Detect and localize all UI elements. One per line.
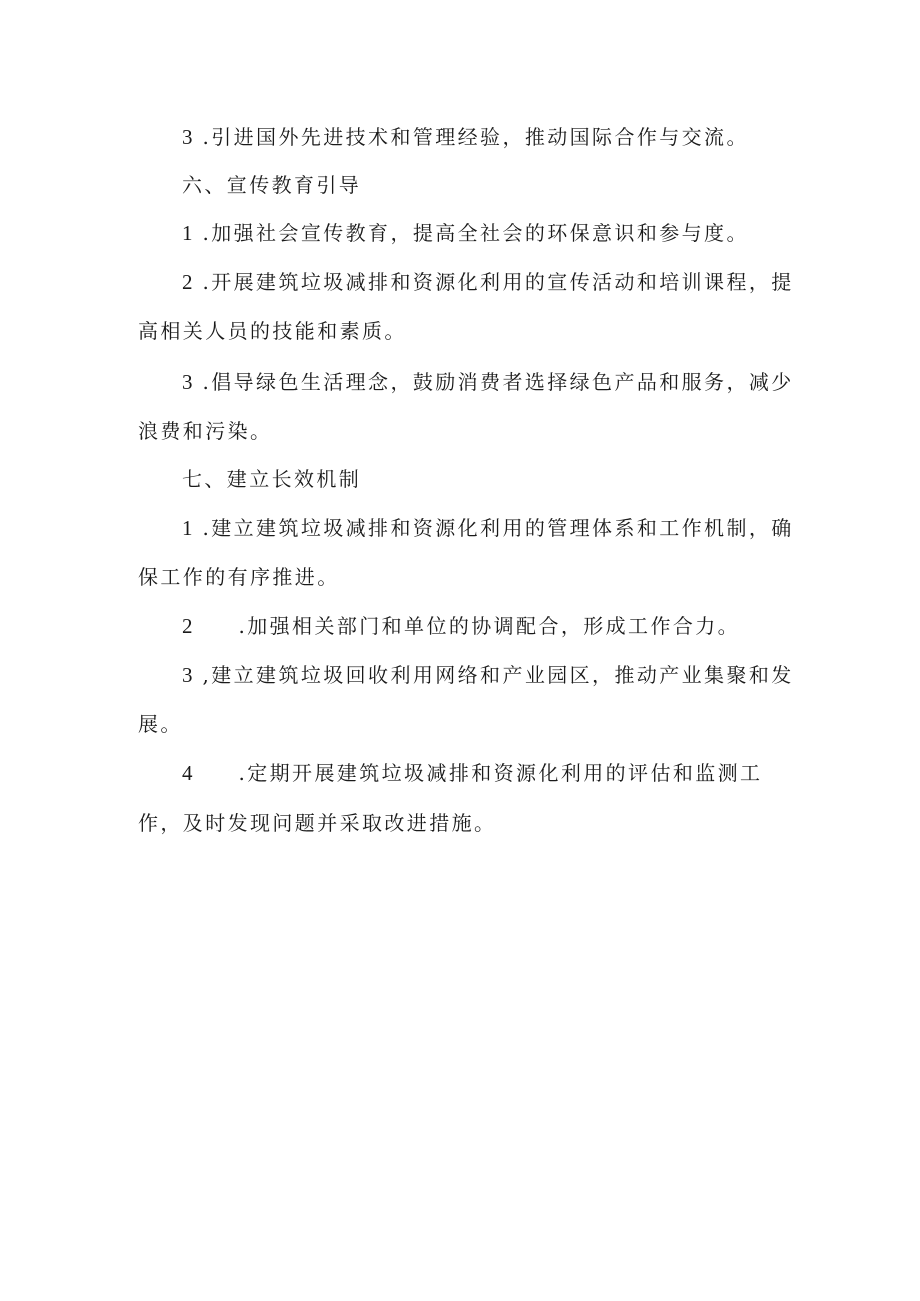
item-continuation: 作，及时发现问题并采取改进措施。: [138, 811, 497, 835]
item-number: 2: [182, 270, 193, 294]
item-continuation: 浪费和污染。: [138, 419, 273, 443]
item-number: 1: [182, 516, 193, 540]
item-continuation: 保工作的有序推进。: [138, 565, 340, 589]
item-text: .建立建筑垃圾减排和资源化利用的管理体系和工作机制，确: [202, 516, 794, 540]
item-number: 3: [182, 125, 193, 149]
item-text: .加强社会宣传教育，提高全社会的环保意识和参与度。: [202, 221, 749, 245]
item-text: .引进国外先进技术和管理经验，推动国际合作与交流。: [202, 125, 749, 149]
item-text: .定期开展建筑垃圾减排和资源化利用的评估和监测工: [238, 761, 763, 785]
list-item: [182, 268, 794, 296]
item-continuation: 展。: [138, 712, 183, 736]
item-number: 3: [182, 370, 193, 394]
list-item: [182, 514, 794, 542]
list-item: [182, 759, 762, 787]
item-number: 4: [182, 761, 193, 785]
item-number: 3: [182, 663, 193, 687]
item-text: .倡导绿色生活理念，鼓励消费者选择绿色产品和服务，减少: [202, 370, 794, 394]
list-item: [182, 612, 740, 640]
list-item: [182, 368, 794, 396]
list-item: [182, 661, 794, 689]
item-text: .开展建筑垃圾减排和资源化利用的宣传活动和培训课程，提: [202, 270, 794, 294]
item-number: 2: [182, 614, 193, 638]
item-text: .加强相关部门和单位的协调配合，形成工作合力。: [238, 614, 741, 638]
section-heading: 六、宣传教育引导: [182, 173, 362, 197]
list-item: [182, 123, 749, 151]
section-heading: 七、建立长效机制: [182, 467, 362, 491]
list-item: [182, 219, 749, 247]
item-continuation: 高相关人员的技能和素质。: [138, 319, 407, 343]
item-number: 1: [182, 221, 193, 245]
item-text: ,建立建筑垃圾回收利用网络和产业园区，推动产业集聚和发: [202, 663, 794, 687]
